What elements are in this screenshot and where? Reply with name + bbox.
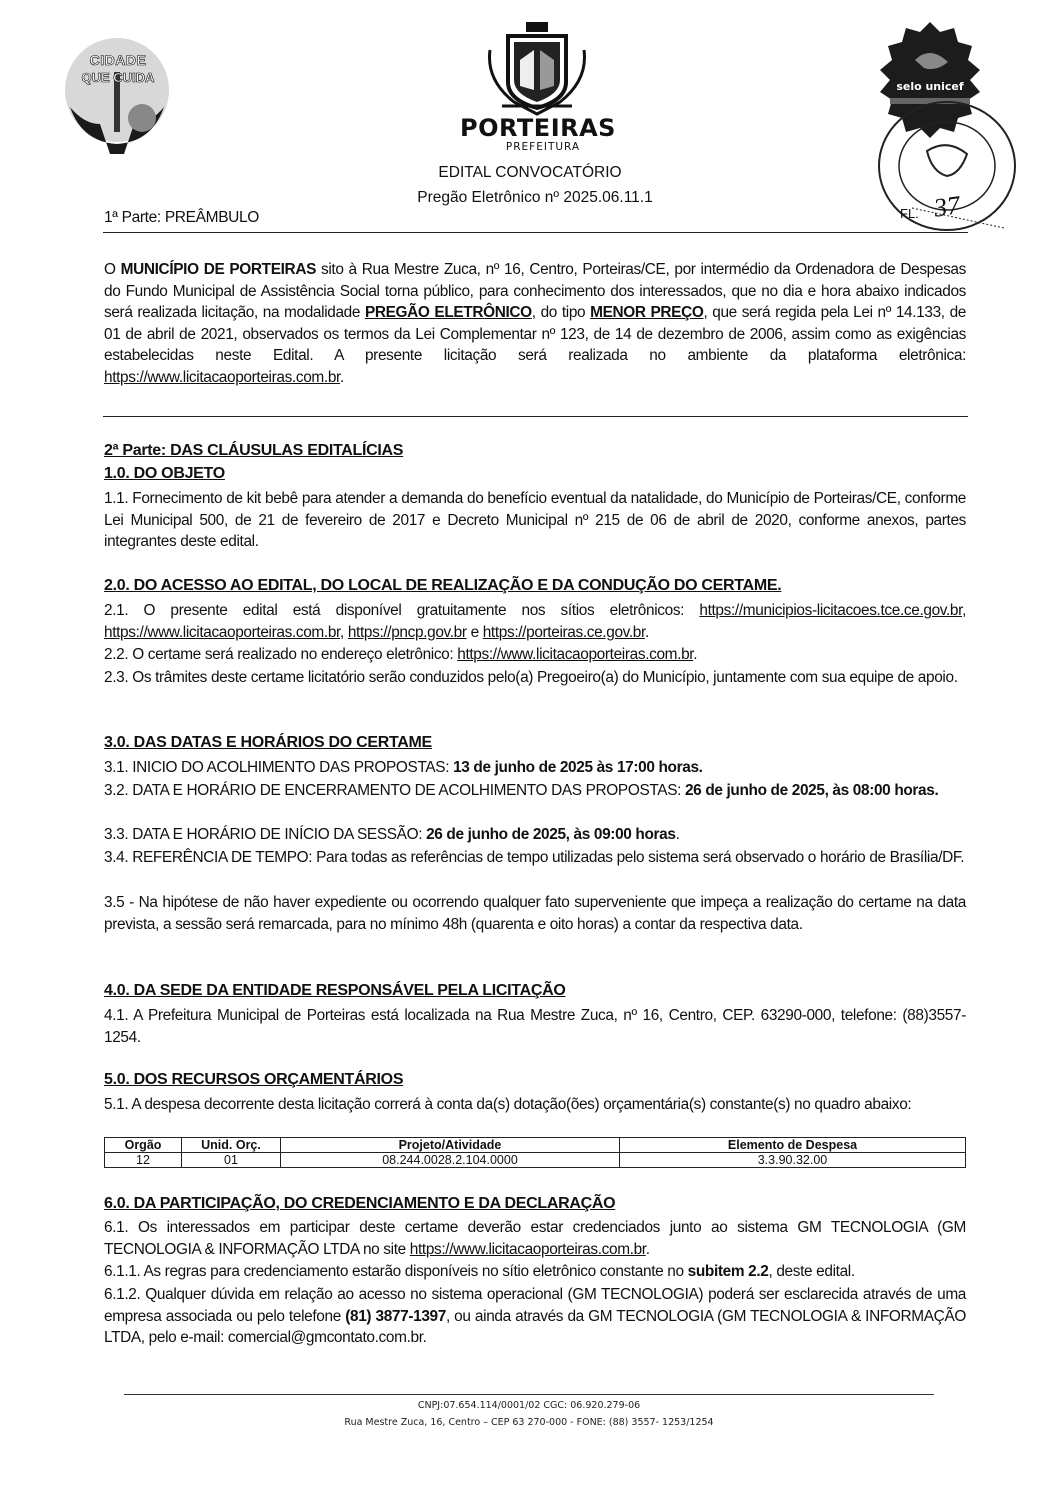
header-divider bbox=[103, 232, 968, 233]
section-6-1-end: . bbox=[645, 1240, 650, 1258]
section-1-title: 1.0. DO OBJETO bbox=[104, 465, 225, 482]
section-1-1: 1.1. Fornecimento de kit bebê para atender a demanda do benefício eventual da natalidade, do Município de Porteiras/CE, conforme Lei Municipal 500, de 21 de fevereiro de 2017 e Decreto Municipal nº 215 de 06 de abril de 2020, conforme anexos, partes integrantes deste edital. bbox=[104, 490, 966, 550]
section-3-4: 3.4. REFERÊNCIA DE TEMPO: Para todas as referências de tempo utilizadas pelo sistema será observado o horário de Brasília/DF. bbox=[104, 849, 965, 866]
section-2-2 bbox=[104, 644, 966, 666]
cell-orgao: 12 bbox=[105, 1153, 182, 1168]
subitem-ref: subitem 2.2 bbox=[687, 1263, 769, 1280]
city-logo-icon bbox=[62, 32, 172, 154]
tce-link[interactable]: https://municipios-licitacoes.tce.ce.gov.br bbox=[699, 602, 963, 619]
sep-2: , bbox=[339, 623, 348, 641]
footer-divider bbox=[124, 1394, 934, 1395]
section-2-3: 2.3. Os trâmites deste certame licitatório serão conduzidos pelo(a) Pregoeiro(a) do Município, juntamente com sua equipe de apoio. bbox=[104, 669, 958, 686]
session-link[interactable]: https://www.licitacaoporteiras.com.br bbox=[457, 646, 694, 663]
col-elemento: Elemento de Despesa bbox=[620, 1138, 966, 1153]
city-logo bbox=[62, 32, 172, 154]
support-phone: (81) 3877-1397 bbox=[345, 1307, 446, 1325]
preamble-text-4: , que será regida pela Lei nº 14.133, de 01 de abril de 2021, observados os termos da Lei Complementar nº 123, de 14 de dezembro de 2006, assim como as exigências estabelecidas neste Edital. A presente licitação será realizada no ambiente da plataforma eletrônica: bbox=[104, 304, 966, 364]
section-3-3-end: . bbox=[675, 826, 680, 843]
preamble-end: . bbox=[339, 368, 344, 386]
footer-cnpj: CNPJ:07.654.114/0001/02 CGC: 06.920.279-06 bbox=[417, 1400, 641, 1411]
section-6-1-2-end: , ou ainda através da GM TECNOLOGIA (GM TECNOLOGIA & INFORMAÇÃO LTDA, pelo e-mail: comercial@gmcontato.com.br. bbox=[104, 1307, 966, 1346]
section-2-2-end: . bbox=[693, 646, 698, 663]
section-2-1-text: 2.1. O presente edital está disponível gratuitamente nos sítios eletrônicos: bbox=[104, 602, 700, 619]
section-5-title: 5.0. DOS RECURSOS ORÇAMENTÁRIOS bbox=[104, 1071, 404, 1088]
cell-elemento: 3.3.90.32.00 bbox=[620, 1153, 966, 1168]
section-3-1 bbox=[104, 757, 966, 779]
preamble-paragraph bbox=[104, 259, 966, 388]
section-3-3-text: 3.3. DATA E HORÁRIO DE INÍCIO DA SESSÃO: bbox=[104, 826, 427, 843]
preamble-text-3: , do tipo bbox=[531, 304, 591, 321]
section-3-5: 3.5 - Na hipótese de não haver expediente ou ocorrendo qualquer fato superveniente que impeça a realização do certame na data prevista, a sessão será remarcada, para no mínimo 48h (quarenta e oito horas) a contar da respectiva data. bbox=[104, 894, 966, 933]
section-3-1-text: 3.1. INICIO DO ACOLHIMENTO DAS PROPOSTAS: bbox=[104, 759, 454, 776]
section-6-1-1 bbox=[104, 1261, 966, 1283]
section-3-2 bbox=[104, 780, 966, 802]
city-logo-line1: CIDADE bbox=[89, 52, 147, 68]
budget-table bbox=[104, 1137, 966, 1168]
proposals-start-date: 13 de junho de 2025 às 17:00 horas. bbox=[453, 759, 703, 776]
session-start-date: 26 de junho de 2025, às 09:00 horas bbox=[426, 826, 676, 843]
porteiras-link[interactable]: https://porteiras.ce.gov.br bbox=[482, 623, 645, 641]
section-5-1: 5.1. A despesa decorrente desta licitação correrá à conta da(s) dotação(ões) orçamentária(s) constante(s) no quadro abaixo: bbox=[104, 1096, 912, 1113]
sep-3: e bbox=[466, 623, 483, 641]
section-3-title: 3.0. DAS DATAS E HORÁRIOS DO CERTAME bbox=[104, 734, 432, 751]
part1-heading: 1ª Parte: PREÂMBULO bbox=[104, 209, 260, 226]
section-4-title: 4.0. DA SEDE DA ENTIDADE RESPONSÁVEL PELA LICITAÇÃO bbox=[104, 982, 566, 999]
doc-title: EDITAL CONVOCATÓRIO bbox=[438, 164, 622, 181]
credential-link[interactable]: https://www.licitacaoporteiras.com.br bbox=[409, 1240, 646, 1258]
proposals-end-date: 26 de junho de 2025, às 08:00 horas. bbox=[684, 782, 939, 799]
section-6-1-2 bbox=[104, 1284, 966, 1349]
section-3-2-text: 3.2. DATA E HORÁRIO DE ENCERRAMENTO DE ACOLHIMENTO DAS PROPOSTAS: bbox=[104, 782, 685, 799]
part2-heading: 2ª Parte: DAS CLÁUSULAS EDITALÍCIAS bbox=[104, 442, 404, 459]
preamble-text-1: O bbox=[104, 261, 121, 278]
col-projeto: Projeto/Atividade bbox=[281, 1138, 620, 1153]
budget-table-header bbox=[105, 1138, 966, 1153]
cell-projeto: 08.244.0028.2.104.0000 bbox=[281, 1153, 620, 1168]
platform-link[interactable]: https://www.licitacaoporteiras.com.br bbox=[104, 368, 340, 386]
doc-subtitle: Pregão Eletrônico nº 2025.06.11.1 bbox=[417, 189, 653, 206]
crest bbox=[484, 20, 590, 116]
section-6-1-1-end: , deste edital. bbox=[768, 1263, 855, 1280]
section-6-1-1-text: 6.1.1. As regras para credenciamento estarão disponíveis no sítio eletrônico constante no bbox=[104, 1263, 688, 1280]
section-3-3 bbox=[104, 824, 966, 846]
brand-name: PORTEIRAS bbox=[460, 114, 616, 142]
section-6-1-2-text: 6.1.2. Qualquer dúvida em relação ao acesso no sistema operacional (GM TECNOLOGIA) poderá ser esclarecida através de uma empresa associada ou pelo telefone bbox=[104, 1286, 966, 1325]
preamble-divider bbox=[103, 416, 968, 417]
city-logo-line2: QUE CUIDA bbox=[81, 70, 155, 85]
sep-1: , bbox=[962, 602, 966, 619]
crest-icon bbox=[484, 20, 590, 116]
sep-end: . bbox=[644, 623, 649, 641]
section-2-2-text: 2.2. O certame será realizado no endereço eletrônico: bbox=[104, 646, 458, 663]
stamp-page-number: 37 bbox=[932, 190, 962, 223]
section-4-1: 4.1. A Prefeitura Municipal de Porteiras está localizada na Rua Mestre Zuca, nº 16, Centro, CEP. 63290-000, telefone: (88)3557-1254. bbox=[104, 1007, 966, 1046]
licitacao-link[interactable]: https://www.licitacaoporteiras.com.br bbox=[104, 623, 340, 641]
award-type: MENOR PREÇO bbox=[590, 304, 704, 321]
section-6-title: 6.0. DA PARTICIPAÇÃO, DO CREDENCIAMENTO E DA DECLARAÇÃO bbox=[104, 1195, 616, 1212]
pncp-link[interactable]: https://pncp.gov.br bbox=[347, 623, 467, 641]
section-6-1-text: 6.1. Os interessados em participar deste certame deverão estar credenciados junto ao sistema GM TECNOLOGIA (GM TECNOLOGIA & INFORMAÇÃO LTDA no site bbox=[104, 1219, 966, 1258]
section-2-1 bbox=[104, 600, 966, 643]
col-orgao: Orgão bbox=[105, 1138, 182, 1153]
cell-unidade: 01 bbox=[182, 1153, 281, 1168]
col-unidade: Unid. Orç. bbox=[182, 1138, 281, 1153]
preamble-text-2: sito à Rua Mestre Zuca, nº 16, Centro, Porteiras/CE, por intermédio da Ordenadora de Despesas do Fundo Municipal de Assistência Social torna público, para conhecimento dos interessados, que no dia e hora abaixo indicados será realizada licitação, na modalidade bbox=[104, 261, 966, 321]
table-row bbox=[105, 1153, 966, 1168]
footer-address: Rua Mestre Zuca, 16, Centro – CEP 63 270-000 - FONE: (88) 3557- 1253/1254 bbox=[344, 1417, 714, 1428]
section-6-1 bbox=[104, 1217, 966, 1260]
section-2-title: 2.0. DO ACESSO AO EDITAL, DO LOCAL DE REALIZAÇÃO E DA CONDUÇÃO DO CERTAME. bbox=[104, 577, 782, 594]
modality: PREGÃO ELETRÔNICO bbox=[364, 304, 532, 321]
municipality-name: MUNICÍPIO DE PORTEIRAS bbox=[120, 261, 317, 278]
brand-subtitle: PREFEITURA bbox=[505, 141, 581, 153]
page-stamp bbox=[872, 96, 1022, 236]
stamp-fl-label: FL. bbox=[900, 206, 919, 221]
unicef-seal-label: selo unicef bbox=[896, 80, 964, 93]
